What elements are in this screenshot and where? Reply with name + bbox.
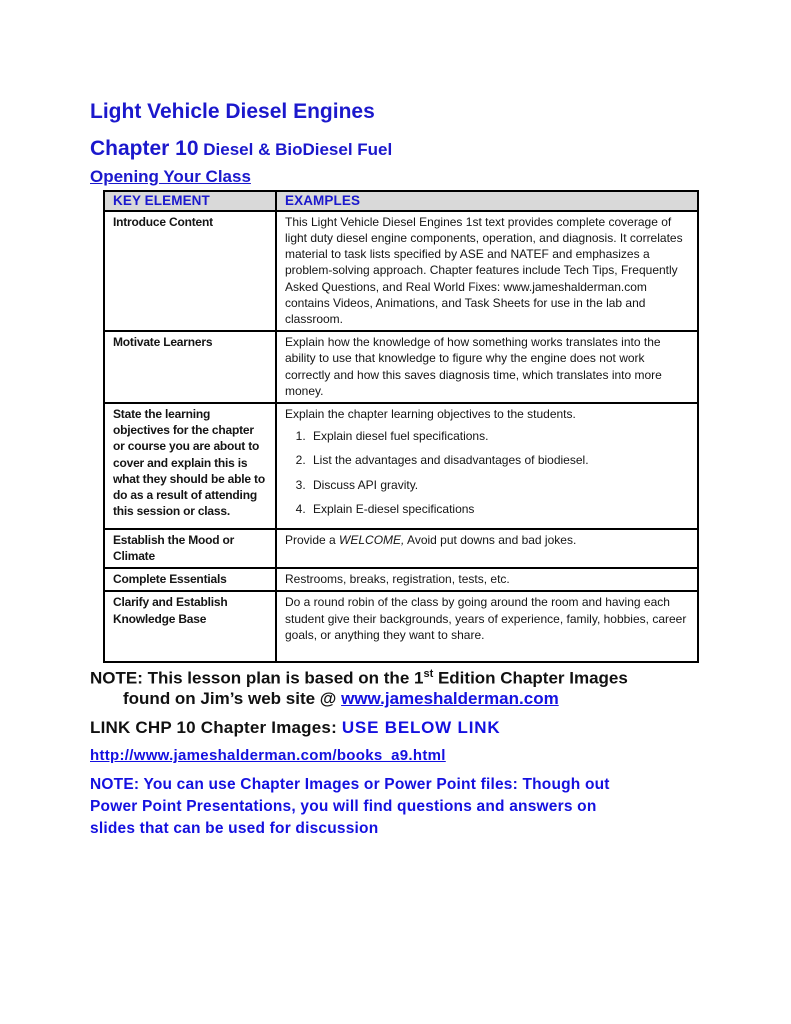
objectives-list — [285, 428, 689, 517]
chapter-number: Chapter 10 — [90, 137, 199, 161]
table-row — [104, 211, 698, 331]
examples-cell — [276, 403, 698, 529]
welcome-italic: WELCOME, — [339, 532, 405, 547]
book-title: Light Vehicle Diesel Engines — [90, 100, 375, 123]
examples-cell — [276, 529, 698, 568]
objective-item: 2. List the advantages and disadvantages of biodiesel. — [309, 452, 689, 468]
edition-note — [90, 668, 704, 710]
table-row — [104, 403, 698, 529]
document-content — [90, 100, 704, 840]
powerpoint-note-line: NOTE: You can use Chapter Images or Power Point files: Though out — [90, 776, 610, 794]
key-element-cell: Clarify and Establish Knowledge Base — [104, 591, 276, 662]
chapter-subtitle: Diesel & BioDiesel Fuel — [198, 140, 393, 160]
edition-note-text: NOTE: This lesson plan is based on the 1 — [90, 668, 424, 688]
table-row — [104, 529, 698, 568]
section-heading: Opening Your Class — [90, 167, 251, 187]
table-header-row — [104, 191, 698, 211]
powerpoint-note-line: Power Point Presentations, you will find questions and answers on — [90, 798, 597, 816]
column-header-key-element: KEY ELEMENT — [104, 191, 276, 211]
examples-cell: Explain how the knowledge of how something works translates into the ability to use that knowledge to figure why the engine does not work correctly and how this saves diagnosis time, which translates into more money. — [276, 331, 698, 403]
edition-note-line1 — [90, 668, 704, 689]
welcome-prefix: Provide a — [285, 532, 340, 547]
key-element-cell: Introduce Content — [104, 211, 276, 331]
examples-cell: Restrooms, breaks, registration, tests, etc. — [276, 568, 698, 591]
examples-cell: This Light Vehicle Diesel Engines 1st text provides complete coverage of light duty diesel engine components, operation, and diagnosis. It correlates material to task lists specified by ASE and NATEF and emphasizes a problem-solving approach. Chapter features include Tech Tips, Frequently Asked Questions, and Real World Fixes: www.jameshalderman.com contains Videos, Animations, and Task Sheets for use in the lab and classroom. — [276, 211, 698, 331]
table-row — [104, 568, 698, 591]
chapter-heading — [90, 137, 704, 160]
column-header-examples: EXAMPLES — [276, 191, 698, 211]
jameshalderman-site-link[interactable]: www.jameshalderman.com — [341, 689, 559, 709]
welcome-suffix: Avoid put downs and bad jokes. — [404, 532, 577, 547]
link-line-label: LINK CHP 10 Chapter Images: — [90, 718, 342, 738]
powerpoint-note — [90, 774, 704, 840]
examples-cell: Do a round robin of the class by going around the room and having each student give their backgrounds, years of experience, family, hobbies, career goals, or anything they want to share. — [276, 591, 698, 662]
table-row — [104, 591, 698, 662]
table-row — [104, 331, 698, 403]
books-a9-url-link[interactable]: http://www.jameshalderman.com/books_a9.html — [90, 747, 446, 765]
edition-note-superscript: st — [423, 668, 434, 681]
key-element-cell: Motivate Learners — [104, 331, 276, 403]
url-line — [90, 747, 704, 765]
objectives-intro: Explain the chapter learning objectives to the students. — [285, 406, 576, 421]
objective-item: 3. Discuss API gravity. — [309, 477, 689, 493]
objective-item: 4. Explain E-diesel specifications — [309, 501, 689, 517]
objective-item: 1. Explain diesel fuel specifications. — [309, 428, 689, 444]
edition-note-text: found on Jim’s web site @ — [123, 689, 342, 709]
powerpoint-note-line: slides that can be used for discussion — [90, 820, 379, 838]
edition-note-line2 — [90, 689, 704, 710]
key-element-cell: Establish the Mood or Climate — [104, 529, 276, 568]
chapter-images-link-line — [90, 718, 704, 738]
key-element-cell: State the learning objectives for the chapter or course you are about to cover and explain this is what they should be able to do as a result of attending this session or class. — [104, 403, 276, 529]
lesson-plan-table — [103, 190, 699, 663]
key-element-cell: Complete Essentials — [104, 568, 276, 591]
edition-note-text: Edition Chapter Images — [433, 668, 628, 688]
use-below-link-text: USE BELOW LINK — [341, 718, 501, 738]
